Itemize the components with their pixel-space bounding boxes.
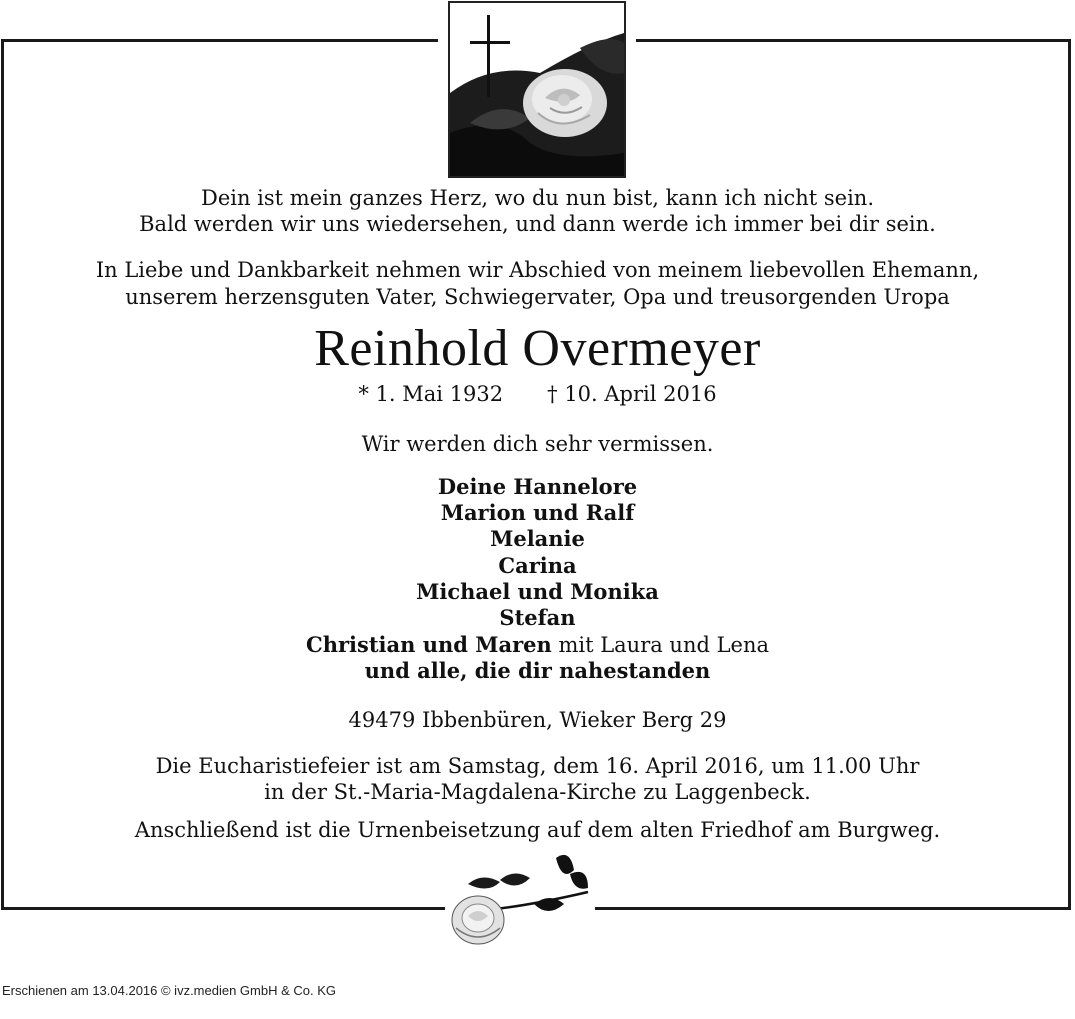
miss-text: Wir werden dich sehr vermissen.: [361, 432, 714, 456]
service-line-3: Anschließend ist die Urnenbeisetzung auf dem alten Friedhof am Burgweg.: [134, 818, 941, 842]
address: 49479 Ibbenbüren, Wieker Berg 29: [348, 708, 727, 732]
mourner-line: Melanie: [490, 526, 585, 551]
mourner-line: Deine Hannelore: [437, 474, 638, 499]
rose-icon: [438, 848, 598, 948]
verse-line-2: Bald werden wir uns wiedersehen, und dann werde ich immer bei dir sein.: [139, 212, 936, 236]
death-date: † 10. April 2016: [547, 382, 717, 406]
mourner-line: Marion und Ralf: [440, 500, 635, 525]
mourner-bold: Christian und Maren: [305, 632, 552, 657]
birth-date: * 1. Mai 1932: [358, 382, 504, 406]
service-line-1: Die Eucharistiefeier ist am Samstag, dem 16. April 2016, um 11.00 Uhr: [155, 754, 920, 778]
mourner-line: Carina: [498, 553, 577, 578]
intro-line-1: In Liebe und Dankbarkeit nehmen wir Abschied von meinem liebevollen Ehemann,: [95, 258, 980, 282]
cross-and-rose-icon: [448, 1, 626, 178]
mourner-line: Stefan: [499, 605, 576, 630]
deceased-name: Reinhold Overmeyer: [314, 320, 761, 377]
verse-line-1: Dein ist mein ganzes Herz, wo du nun bist, kann ich nicht sein.: [201, 186, 874, 210]
mourner-line: und alle, die dir nahestanden: [364, 658, 711, 683]
service-line-2: in der St.-Maria-Magdalena-Kirche zu Laggenbeck.: [264, 780, 811, 804]
mourner-line: Michael und Monika: [416, 579, 659, 604]
life-dates: [0, 382, 1075, 406]
mourner-line: [0, 632, 1075, 657]
mourner-plain: mit Laura und Lena: [551, 633, 770, 657]
intro-line-2: unserem herzensguten Vater, Schwiegervater, Opa und treusorgenden Uropa: [125, 285, 950, 309]
publication-footer: Erschienen am 13.04.2016 © ivz.medien GmbH & Co. KG: [2, 983, 337, 998]
